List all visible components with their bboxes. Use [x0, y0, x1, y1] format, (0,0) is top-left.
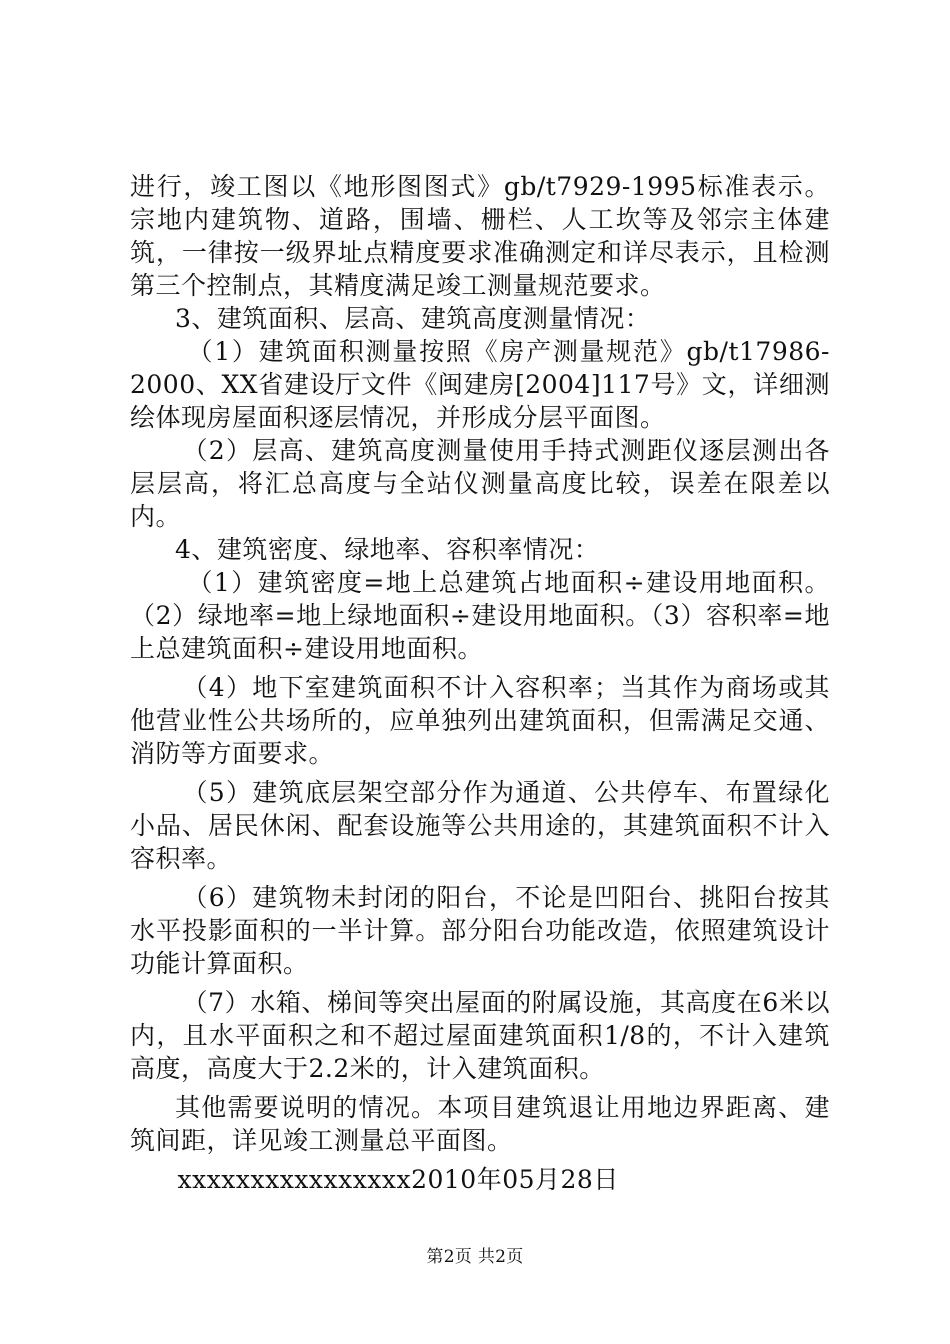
page-number-label: 第2页 共2页 — [426, 1247, 524, 1267]
section-heading-area-height: 3、建筑面积、层高、建筑高度测量情况： — [175, 304, 651, 333]
paragraph-other-notes: 其他需要说明的情况。本项目建筑退让用地边界距离、建筑间距，详见竣工测量总平面图。 — [130, 1093, 830, 1155]
paragraph-density-ratios: （1）建筑密度=地上总建筑占地面积÷建设用地面积。（2）绿地率=地上绿地面积÷建设用地面积。（3）容积率=地上总建筑面积÷建设用地面积。 — [130, 568, 830, 663]
section-heading-density: 4、建筑密度、绿地率、容积率情况： — [175, 535, 600, 564]
paragraph-item-7-roof-facilities: （7）水箱、梯间等突出屋面的附属设施，其高度在6米以内，且水平面积之和不超过屋面建筑面积1/8的，不计入建筑高度，高度大于2.2米的，计入建筑面积。 — [130, 988, 830, 1083]
paragraph-item-5-stilt-floor: （5）建筑底层架空部分作为通道、公共停车、布置绿化小品、居民休闲、配套设施等公共用途的，其建筑面积不计入容积率。 — [130, 778, 830, 873]
page-footer — [0, 1242, 950, 1267]
signature-date: xxxxxxxxxxxxxxxx2010年05月28日 — [177, 1165, 619, 1194]
paragraph-item-6-balcony: （6）建筑物未封闭的阳台，不论是凹阳台、挑阳台按其水平投影面积的一半计算。部分阳台功能改造，依照建筑设计功能计算面积。 — [130, 883, 830, 978]
paragraph-item-1-area: （1）建筑面积测量按照《房产测量规范》gb/t17986-2000、XX省建设厅文件《闽建房[2004]117号》文，详细测绘体现房屋面积逐层情况，并形成分层平面图。 — [130, 337, 830, 432]
document-body — [130, 170, 830, 1196]
paragraph-item-4-basement: （4）地下室建筑面积不计入容积率；当其作为商场或其他营业性公共场所的，应单独列出建筑面积，但需满足交通、消防等方面要求。 — [130, 673, 830, 768]
paragraph-survey-standard: 进行，竣工图以《地形图图式》gb/t7929-1995标准表示。宗地内建筑物、道路，围墙、栅栏、人工坎等及邻宗主体建筑，一律按一级界址点精度要求准确测定和详尽表示，且检测第三个控制点，其精度满足竣工测量规范要求。 — [130, 172, 830, 300]
paragraph-item-2-height: （2）层高、建筑高度测量使用手持式测距仪逐层测出各层层高，将汇总高度与全站仪测量高度比较，误差在限差以内。 — [130, 436, 830, 531]
